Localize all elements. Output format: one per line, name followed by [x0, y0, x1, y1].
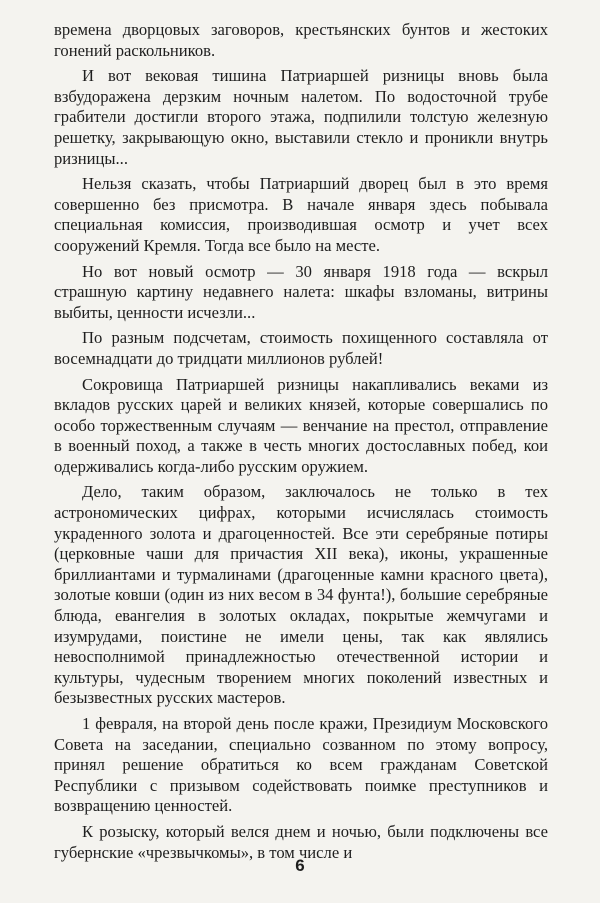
paragraph-patriarch-palace-inspection: Нельзя сказать, чтобы Патриарший дворец был в это время совершенно без присмотра. В начале января здесь побывала специальная комиссия, производившая осмотр и учет всех сооружений Кремля. Тогда все было на месте. — [54, 174, 548, 255]
paragraph-ransacking-night-raid: И вот вековая тишина Патриаршей ризницы вновь была взбудоражена дерзким ночным налетом. По водосточной трубе грабители достигли второго этажа, подпилили толстую железную решетку, закрывающую окно, выставили стекло и проникли внутрь ризницы... — [54, 66, 548, 168]
paragraph-treasures-origin: Сокровища Патриаршей ризницы накапливались веками из вкладов русских царей и великих князей, которые совершались по особо торжественным случаям — венчание на престол, отправление в военный поход, а также в честь многих достославных побед, кои одерживались когда-либо русским оружием. — [54, 374, 548, 476]
book-page-text — [54, 20, 548, 868]
paragraph-continuation: времена дворцовых заговоров, крестьянских бунтов и жестоких гонений раскольников. — [54, 20, 548, 60]
paragraph-search-continuation: К розыску, который велся днем и ночью, были подключены все губернские «чрезвычкомы», в том числе и — [54, 821, 548, 862]
paragraph-moscow-soviet-decision: 1 февраля, на второй день после кражи, Президиум Московского Совета на заседании, специально созванном по этому вопросу, принял решение обратиться ко всем гражданам Советской Республики с призывом содействовать поимке преступников и возвращению ценностей. — [54, 714, 548, 816]
paragraph-priceless-artifacts: Дело, таким образом, заключалось не только в тех астрономических цифрах, которыми исчислялась стоимость украденного золота и драгоценностей. Все эти серебряные потиры (церковные чаши для причастия XII века), иконы, украшенные бриллиантами и турмалинами (драгоценные камни красного цвета), золотые ковши (один из них весом в 34 фунта!), большие серебряные блюда, евангелия в золотых окладах, покрытые жемчугами и изумрудами, поистине не имели цены, так как являлись невосполнимой принадлежностью отечественной истории и культуры, чудесным творением многих поколений известных и безызвестных русских мастеров. — [54, 482, 548, 708]
paragraph-new-inspection-january-1918: Но вот новый осмотр — 30 января 1918 года — вскрыл страшную картину недавнего налета: шкафы взломаны, витрины выбиты, ценности исчезли... — [54, 261, 548, 322]
page-number: 6 — [295, 856, 305, 875]
paragraph-stolen-value: По разным подсчетам, стоимость похищенного составляла от восемнадцати до тридцати миллионов рублей! — [54, 328, 548, 368]
